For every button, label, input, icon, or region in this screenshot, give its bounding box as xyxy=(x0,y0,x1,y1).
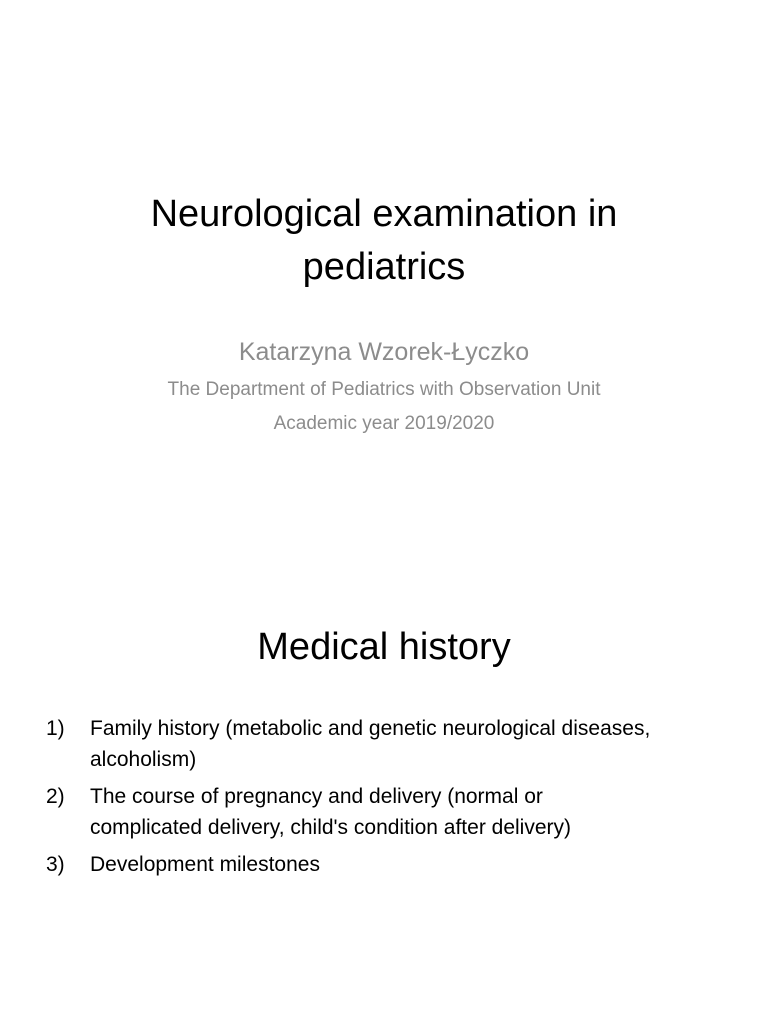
list-item-text xyxy=(90,713,736,775)
list-item-text xyxy=(90,781,736,843)
slide-title: Medical history xyxy=(257,626,511,668)
list-item-line: The course of pregnancy and delivery (normal or xyxy=(90,785,543,808)
title-line-1: Neurological examination in xyxy=(150,193,618,235)
presentation-title xyxy=(0,188,768,294)
list-item-line: complicated delivery, child's condition after delivery) xyxy=(90,816,572,839)
list-item-number: 3) xyxy=(46,853,65,876)
list-item xyxy=(46,713,736,775)
list-item-text xyxy=(90,849,736,880)
list-item-line: Family history (metabolic and genetic neurological diseases, xyxy=(90,717,651,740)
list-item xyxy=(46,849,736,880)
list-item-line: alcoholism) xyxy=(90,748,197,771)
academic-year: Academic year 2019/2020 xyxy=(273,413,495,434)
department-name: The Department of Pediatrics with Observation Unit xyxy=(167,379,601,400)
history-list xyxy=(46,713,736,886)
author-name: Katarzyna Wzorek-Łyczko xyxy=(238,338,530,366)
medical-history-slide xyxy=(0,576,768,1024)
title-line-2: pediatrics xyxy=(302,246,466,288)
list-item-number: 1) xyxy=(46,717,65,740)
list-item-line: Development milestones xyxy=(90,853,320,876)
list-item xyxy=(46,781,736,843)
list-item-number: 2) xyxy=(46,785,65,808)
